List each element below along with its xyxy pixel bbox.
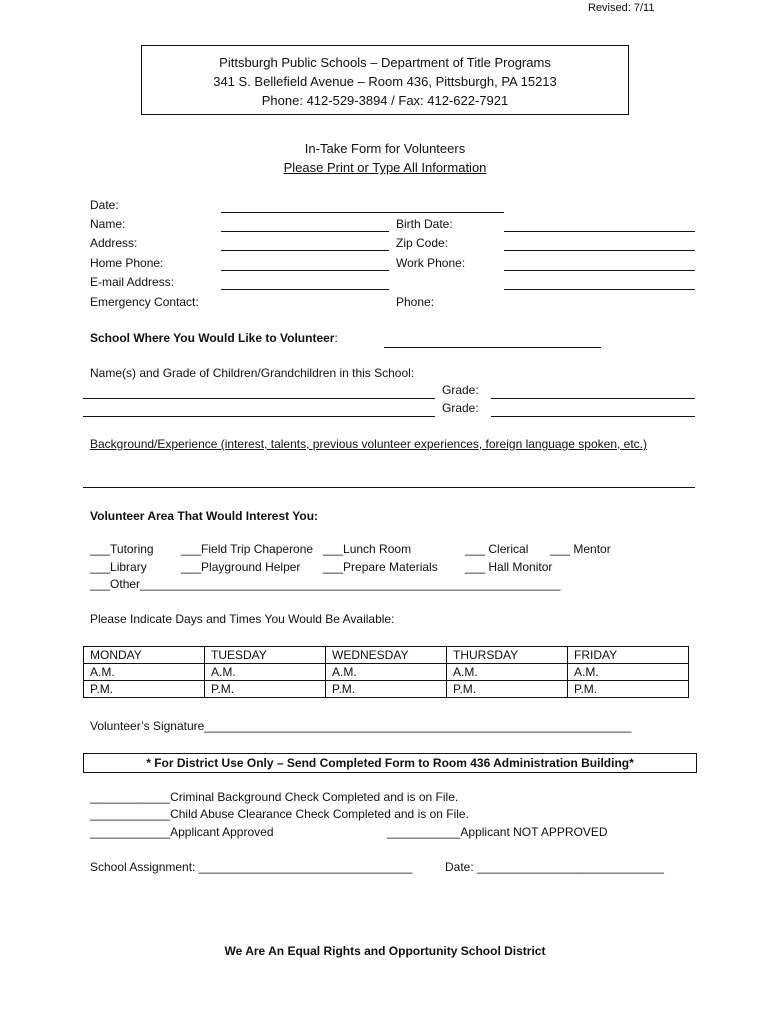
name-input[interactable]: [221, 231, 389, 232]
email-label: E-mail Address:: [90, 275, 175, 289]
child-name-input-2[interactable]: [83, 416, 435, 417]
area-library[interactable]: ___Library: [90, 560, 147, 574]
emergency-contact-label: Emergency Contact:: [90, 295, 199, 309]
home-phone-input[interactable]: [221, 270, 389, 271]
school-assignment-field[interactable]: School Assignment: ________________________________: [90, 860, 413, 874]
day-thursday: THURSDAY: [447, 647, 568, 664]
district-use-banner: * For District Use Only – Send Completed Form to Room 436 Administration Building*: [83, 753, 697, 773]
children-label: Name(s) and Grade of Children/Grandchildren in this School:: [90, 366, 415, 380]
availability-label: Please Indicate Days and Times You Would Be Available:: [90, 612, 395, 626]
name-label: Name:: [90, 217, 126, 231]
area-tutoring[interactable]: ___Tutoring: [90, 542, 154, 556]
assignment-date-field[interactable]: Date: ____________________________: [445, 860, 664, 874]
signature-field[interactable]: Volunteer’s Signature________________________________________________________________: [90, 719, 632, 733]
area-clerical[interactable]: ___ Clerical: [465, 542, 529, 556]
header-line-2: 341 S. Bellefield Avenue – Room 436, Pittsburgh, PA 15213: [213, 74, 557, 89]
birth-date-label: Birth Date:: [396, 217, 453, 231]
footer-statement: We Are An Equal Rights and Opportunity School District: [224, 944, 546, 958]
address-input[interactable]: [221, 250, 389, 251]
grade-input-2[interactable]: [491, 416, 695, 417]
form-title: In-Take Form for Volunteers: [304, 141, 466, 156]
area-prepare[interactable]: ___Prepare Materials: [323, 560, 438, 574]
zip-label: Zip Code:: [396, 236, 449, 250]
area-mentor[interactable]: ___ Mentor: [550, 542, 611, 556]
child-name-input-1[interactable]: [83, 398, 435, 399]
wednesday-am[interactable]: A.M.: [326, 664, 447, 681]
work-phone-input[interactable]: [504, 270, 695, 271]
home-phone-label: Home Phone:: [90, 256, 164, 270]
day-tuesday: TUESDAY: [205, 647, 326, 664]
area-lunch-room[interactable]: ___Lunch Room: [323, 542, 412, 556]
phone-label: Phone:: [396, 295, 435, 309]
date-input[interactable]: [221, 212, 504, 213]
monday-pm[interactable]: P.M.: [84, 681, 205, 698]
revised-date: Revised: 7/11: [588, 2, 655, 14]
friday-am[interactable]: A.M.: [568, 664, 689, 681]
day-friday: FRIDAY: [568, 647, 689, 664]
school-input[interactable]: [384, 347, 601, 348]
interest-label: Volunteer Area That Would Interest You:: [90, 509, 319, 523]
area-field-trip[interactable]: ___Field Trip Chaperone: [181, 542, 314, 556]
zip-input[interactable]: [504, 250, 695, 251]
tuesday-pm[interactable]: P.M.: [205, 681, 326, 698]
header-line-1: Pittsburgh Public Schools – Department of Title Programs: [219, 55, 551, 70]
check-criminal[interactable]: ____________Criminal Background Check Completed and is on File.: [90, 790, 459, 804]
address-label: Address:: [90, 236, 138, 250]
background-label: Background/Experience (interest, talents, previous volunteer experiences, foreign language spoken, etc.): [90, 437, 647, 451]
email-input[interactable]: [221, 289, 389, 290]
header-line-3: Phone: 412-529-3894 / Fax: 412-622-7921: [261, 93, 509, 108]
check-approved[interactable]: ____________Applicant Approved: [90, 825, 274, 839]
thursday-am[interactable]: A.M.: [447, 664, 568, 681]
monday-am[interactable]: A.M.: [84, 664, 205, 681]
area-playground[interactable]: ___Playground Helper: [181, 560, 301, 574]
availability-table: [83, 646, 689, 698]
area-hall-monitor[interactable]: ___ Hall Monitor: [465, 560, 553, 574]
date-label: Date:: [90, 198, 119, 212]
grade-input-1[interactable]: [491, 398, 695, 399]
grade-label-2: Grade:: [442, 401, 479, 415]
tuesday-am[interactable]: A.M.: [205, 664, 326, 681]
emergency-phone-input[interactable]: [504, 289, 695, 290]
check-not-approved[interactable]: ___________Applicant NOT APPROVED: [387, 825, 608, 839]
grade-label-1: Grade:: [442, 383, 479, 397]
area-other[interactable]: ___Other_______________________________________________________________: [90, 577, 561, 591]
wednesday-pm[interactable]: P.M.: [326, 681, 447, 698]
check-child-abuse[interactable]: ____________Child Abuse Clearance Check Completed and is on File.: [90, 807, 469, 821]
school-label: School Where You Would Like to Volunteer:: [90, 331, 338, 345]
friday-pm[interactable]: P.M.: [568, 681, 689, 698]
day-monday: MONDAY: [84, 647, 205, 664]
work-phone-label: Work Phone:: [396, 256, 466, 270]
district-header: [141, 45, 629, 115]
form-subtitle: Please Print or Type All Information: [283, 160, 487, 175]
background-input[interactable]: [83, 487, 695, 488]
day-wednesday: WEDNESDAY: [326, 647, 447, 664]
thursday-pm[interactable]: P.M.: [447, 681, 568, 698]
birth-date-input[interactable]: [504, 231, 695, 232]
